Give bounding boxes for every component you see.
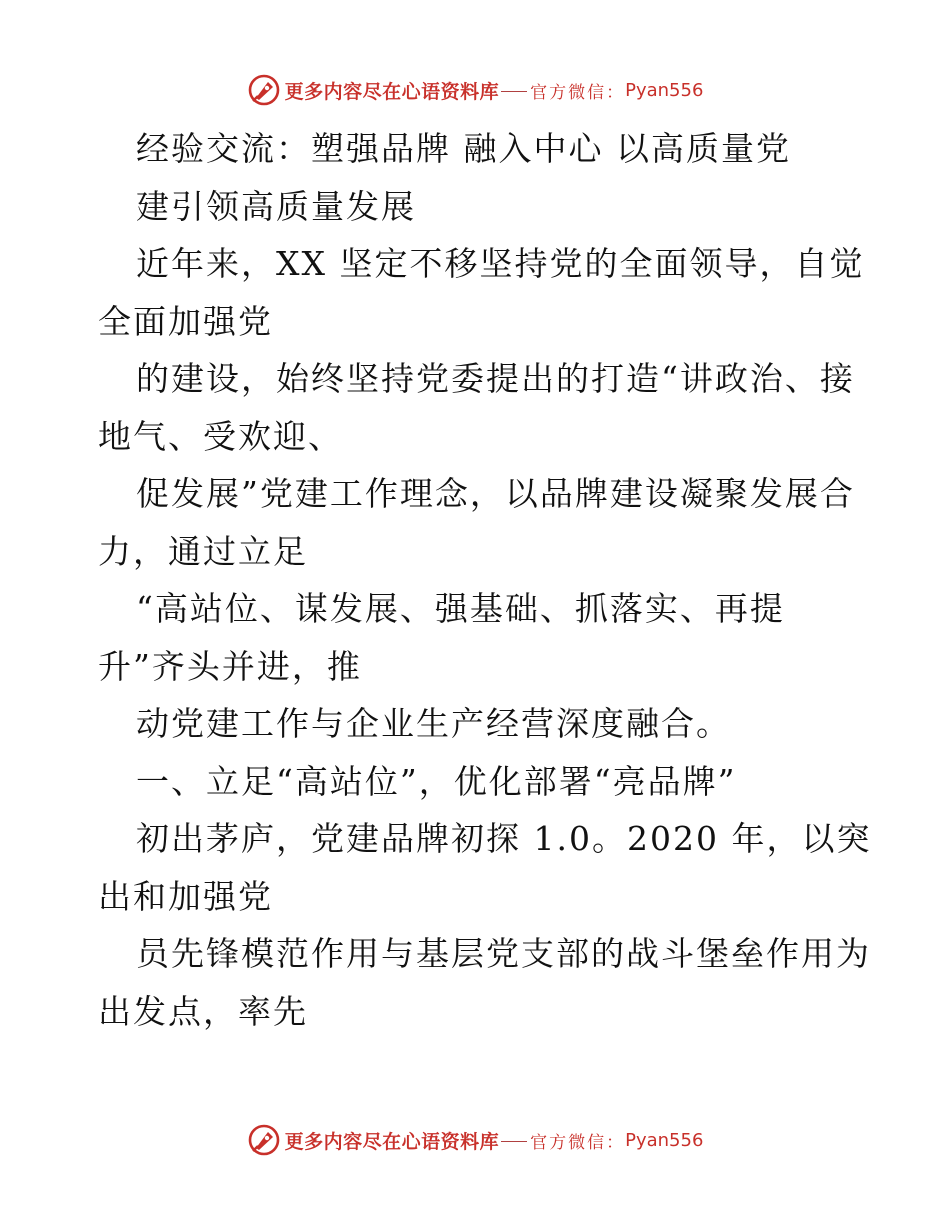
text-line: 力，通过立足	[98, 531, 308, 571]
footer-watermark	[0, 1120, 950, 1160]
text-line: 建引领高质量发展	[136, 186, 416, 226]
text-line: 动党建工作与企业生产经营深度融合。	[136, 704, 731, 743]
watermark-sub-text: 官方微信：	[530, 1132, 626, 1153]
watermark-wechat-id: Pyan556	[625, 1129, 704, 1151]
text-line: 促发展”党建工作理念，以品牌建设凝聚发展合	[136, 474, 855, 513]
text-line: 地气、受欢迎、	[98, 416, 343, 456]
text-line: 近年来，XX 坚定不移坚持党的全面领导，自觉	[136, 244, 865, 283]
watermark-main-text: 更多内容尽在心语资料库	[284, 1130, 500, 1153]
pen-nib-logo-icon	[247, 1123, 281, 1157]
text-line: 员先锋模范作用与基层党支部的战斗堡垒作用为	[136, 934, 871, 973]
watermark-dash	[501, 91, 527, 92]
pen-nib-logo-icon	[247, 73, 281, 107]
text-line: 出和加强党	[98, 876, 273, 916]
text-line: 一、立足“高站位”，优化部署“亮品牌”	[136, 761, 737, 801]
text-line: 全面加强党	[98, 301, 273, 341]
watermark-dash	[501, 1141, 527, 1142]
text-line: 的建设，始终坚持党委提出的打造“讲政治、接	[136, 359, 855, 398]
text-line: 升”齐头并进，推	[98, 646, 362, 686]
text-line: 出发点，率先	[98, 991, 308, 1031]
watermark-wechat-id: Pyan556	[625, 79, 704, 101]
text-line: 经验交流：塑强品牌 融入中心 以高质量党	[136, 129, 791, 168]
text-line: 初出茅庐，党建品牌初探 1.0。2020 年，以突	[136, 819, 872, 858]
text-line: “高站位、谋发展、强基础、抓落实、再提	[136, 589, 785, 628]
watermark-main-text: 更多内容尽在心语资料库	[284, 80, 500, 103]
header-watermark	[0, 70, 950, 110]
watermark-sub-text: 官方微信：	[530, 82, 626, 103]
document-body	[98, 120, 878, 1040]
